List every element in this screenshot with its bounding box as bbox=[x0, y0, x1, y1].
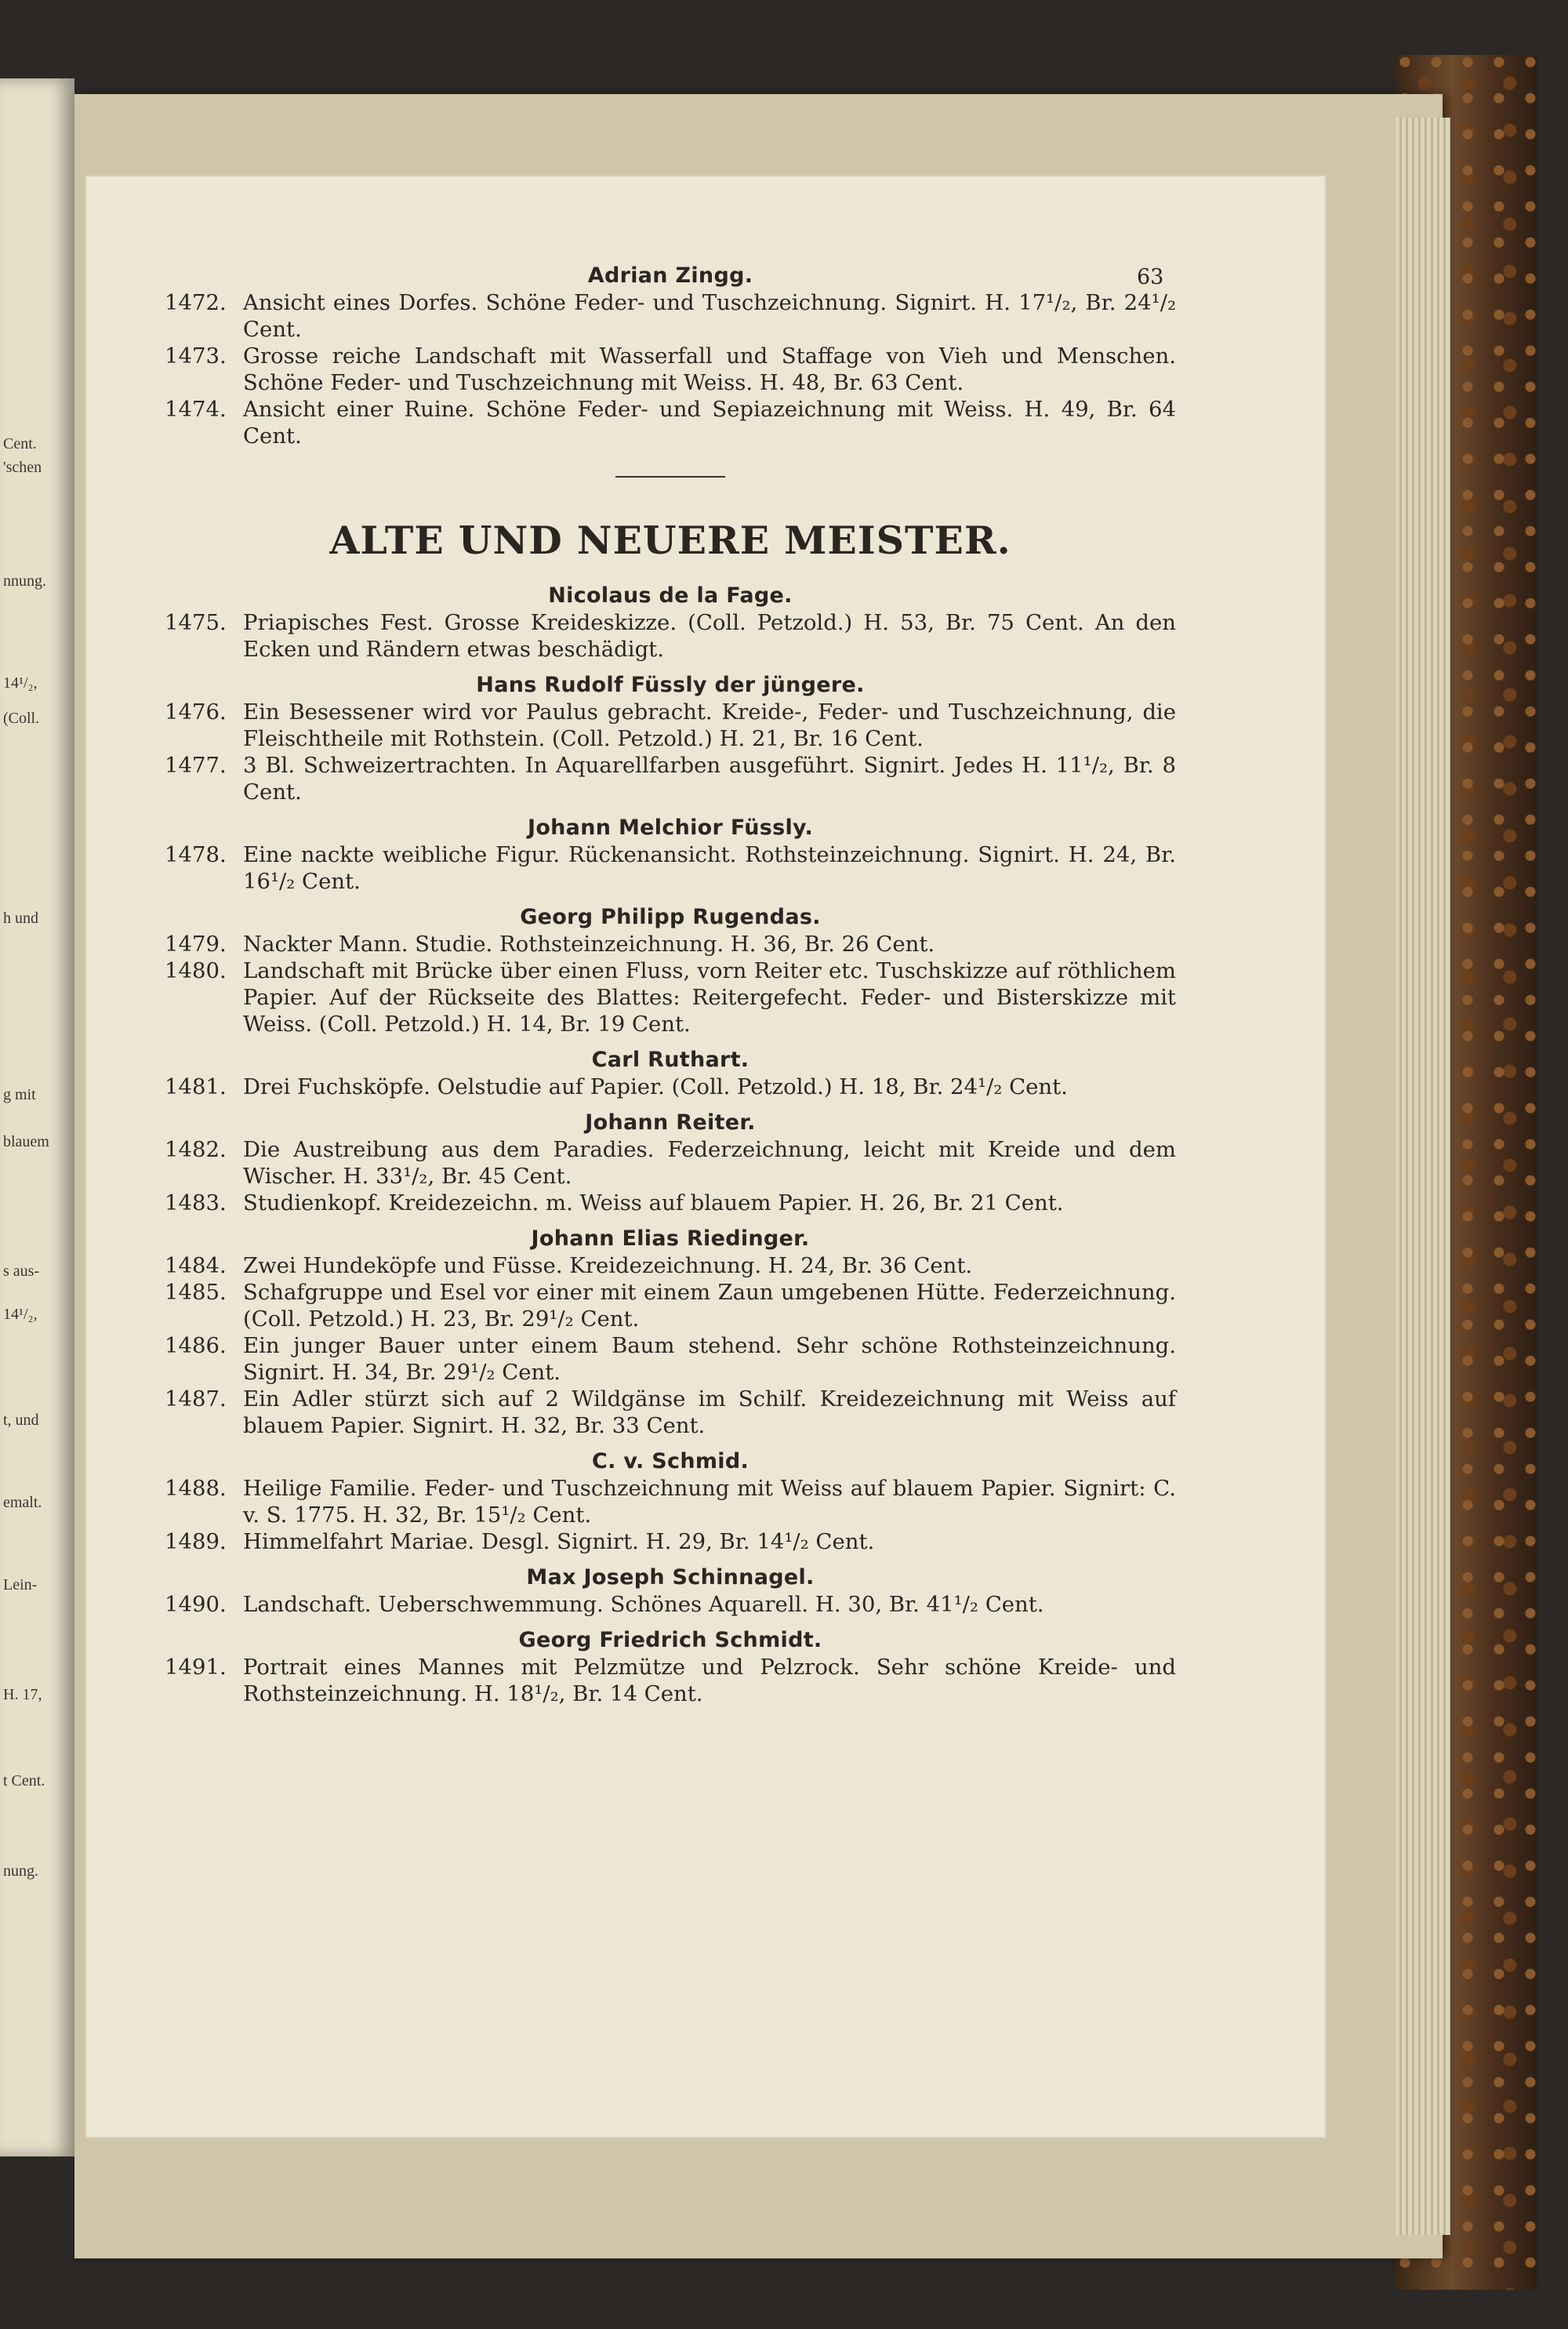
previous-page-fragment: g mit bbox=[3, 1086, 36, 1103]
catalog-entry bbox=[165, 343, 1176, 396]
entry-description: Landschaft mit Brücke über einen Fluss, vorn Reiter etc. Tuschskizze auf röthlichem Papier. Auf der Rückseite des Blattes: Reitergefecht. Feder- und Bisterskizze mit Weiss. (Coll. Petzold.) H. 14, Br. 19 Cent. bbox=[243, 958, 1176, 1037]
entry-number: 1490. bbox=[165, 1592, 227, 1617]
previous-page-fragment: 'schen bbox=[3, 459, 42, 476]
entry-number: 1485. bbox=[165, 1280, 227, 1305]
main-heading: ALTE UND NEUERE MEISTER. bbox=[329, 518, 1011, 563]
catalog-entry bbox=[165, 1386, 1176, 1439]
entry-number: 1484. bbox=[165, 1253, 227, 1278]
catalog-entry bbox=[165, 1190, 1176, 1216]
page-number: 63 bbox=[1137, 265, 1164, 289]
previous-page-fragment: 14¹/₂, bbox=[3, 674, 38, 692]
artist-heading: Georg Philipp Rugendas. bbox=[520, 905, 821, 929]
entry-number: 1486. bbox=[165, 1333, 227, 1358]
catalog-entry bbox=[165, 841, 1176, 895]
entry-number: 1479. bbox=[165, 932, 227, 957]
entry-number: 1475. bbox=[165, 610, 227, 635]
entry-description: Zwei Hundeköpfe und Füsse. Kreidezeichnung. H. 24, Br. 36 Cent. bbox=[243, 1253, 973, 1278]
entry-number: 1489. bbox=[165, 1529, 227, 1554]
entry-description: Ein Adler stürzt sich auf 2 Wildgänse im Schilf. Kreidezeichnung mit Weiss auf blauem Papier. Signirt. H. 32, Br. 33 Cent. bbox=[243, 1386, 1176, 1438]
previous-page-fragment: 14¹/₂, bbox=[3, 1306, 38, 1323]
previous-page-fragment: Lein- bbox=[3, 1576, 38, 1593]
previous-page-fragment: (Coll. bbox=[3, 710, 40, 727]
entry-description: Drei Fuchsköpfe. Oelstudie auf Papier. (Coll. Petzold.) H. 18, Br. 24¹/₂ Cent. bbox=[243, 1074, 1068, 1099]
page-edges bbox=[1396, 118, 1450, 2235]
entry-description: Ein junger Bauer unter einem Baum stehend. Sehr schöne Rothsteinzeichnung. Signirt. H. 34, Br. 29¹/₂ Cent. bbox=[243, 1333, 1176, 1385]
catalog-entry bbox=[165, 1279, 1176, 1332]
previous-page-fragment: t Cent. bbox=[3, 1772, 45, 1789]
catalog-entry bbox=[165, 1332, 1176, 1386]
catalog-entry bbox=[165, 1074, 1176, 1100]
entry-description: Eine nackte weibliche Figur. Rückenansicht. Rothsteinzeichnung. Signirt. H. 24, Br. 16¹/₂ Cent. bbox=[243, 842, 1176, 894]
entry-number: 1487. bbox=[165, 1386, 227, 1412]
artist-heading: C. v. Schmid. bbox=[591, 1449, 750, 1473]
entry-description: Studienkopf. Kreidezeichn. m. Weiss auf blauem Papier. H. 26, Br. 21 Cent. bbox=[243, 1190, 1064, 1215]
previous-page-fragment: nung. bbox=[3, 1862, 38, 1880]
artist-heading: Max Joseph Schinnagel. bbox=[526, 1565, 815, 1590]
catalog-entry bbox=[165, 1136, 1176, 1190]
artist-heading: Nicolaus de la Fage. bbox=[548, 583, 793, 608]
previous-page-fragment: Cent. bbox=[3, 435, 37, 452]
catalog-entry bbox=[165, 609, 1176, 663]
previous-page-fragment: s aus- bbox=[3, 1263, 40, 1280]
previous-page-edge bbox=[0, 78, 74, 2156]
previous-page-fragment: blauem bbox=[3, 1133, 49, 1150]
catalog-entry bbox=[165, 931, 1176, 957]
entry-number: 1474. bbox=[165, 397, 227, 422]
entry-description: 3 Bl. Schweizertrachten. In Aquarellfarben ausgeführt. Signirt. Jedes H. 11¹/₂, Br. 8 Cent. bbox=[243, 753, 1176, 805]
previous-page-fragment: t, und bbox=[3, 1412, 39, 1429]
entry-number: 1483. bbox=[165, 1190, 227, 1215]
entry-number: 1480. bbox=[165, 958, 227, 983]
catalog-entry bbox=[165, 289, 1176, 343]
catalog-entry bbox=[165, 957, 1176, 1037]
entry-description: Die Austreibung aus dem Paradies. Federzeichnung, leicht mit Kreide und dem Wischer. H. 33¹/₂, Br. 45 Cent. bbox=[243, 1137, 1176, 1189]
catalog-entry bbox=[165, 1591, 1176, 1618]
artist-heading: Johann Elias Riedinger. bbox=[531, 1226, 810, 1251]
artist-heading: Adrian Zingg. bbox=[587, 263, 753, 288]
artist-heading: Carl Ruthart. bbox=[591, 1048, 750, 1072]
entry-description: Priapisches Fest. Grosse Kreideskizze. (Coll. Petzold.) H. 53, Br. 75 Cent. An den Ecken und Rändern etwas beschädigt. bbox=[243, 610, 1176, 662]
entry-description: Grosse reiche Landschaft mit Wasserfall und Staffage von Vieh und Menschen. Schöne Feder- und Tuschzeichnung mit Weiss. H. 48, Br. 63 Cent. bbox=[243, 343, 1176, 395]
catalog-entry bbox=[165, 396, 1176, 449]
entry-number: 1481. bbox=[165, 1074, 227, 1099]
entry-number: 1473. bbox=[165, 343, 227, 369]
entry-description: Ein Besessener wird vor Paulus gebracht. Kreide-, Feder- und Tuschzeichnung, die Fleischtheile mit Rothstein. (Coll. Petzold.) H. 21, Br. 16 Cent. bbox=[243, 699, 1176, 751]
entry-description: Nackter Mann. Studie. Rothsteinzeichnung. H. 36, Br. 26 Cent. bbox=[243, 932, 935, 957]
entry-number: 1478. bbox=[165, 842, 227, 867]
entry-number: 1472. bbox=[165, 290, 227, 315]
entry-number: 1491. bbox=[165, 1655, 227, 1680]
entry-number: 1477. bbox=[165, 753, 227, 778]
previous-page-fragment: emalt. bbox=[3, 1494, 42, 1511]
entry-description: Ansicht einer Ruine. Schöne Feder- und Sepiazeichnung mit Weiss. H. 49, Br. 64 Cent. bbox=[243, 397, 1176, 449]
entry-description: Himmelfahrt Mariae. Desgl. Signirt. H. 29, Br. 14¹/₂ Cent. bbox=[243, 1529, 875, 1554]
entry-description: Portrait eines Mannes mit Pelzmütze und Pelzrock. Sehr schöne Kreide- und Rothsteinzeichnung. H. 18¹/₂, Br. 14 Cent. bbox=[243, 1655, 1176, 1706]
catalog-entry bbox=[165, 699, 1176, 752]
entry-description: Schafgruppe und Esel vor einer mit einem Zaun umgebenen Hütte. Federzeichnung. (Coll. Petzold.) H. 23, Br. 29¹/₂ Cent. bbox=[243, 1280, 1176, 1332]
catalog-entry bbox=[165, 1528, 1176, 1555]
catalog-entry bbox=[165, 1475, 1176, 1528]
previous-page-fragment: H. 17, bbox=[3, 1686, 42, 1703]
page-content bbox=[165, 263, 1176, 1717]
artist-heading: Johann Reiter. bbox=[585, 1110, 756, 1135]
entry-description: Heilige Familie. Feder- und Tuschzeichnung mit Weiss auf blauem Papier. Signirt: C. v. S. 1775. H. 32, Br. 15¹/₂ Cent. bbox=[243, 1476, 1176, 1528]
section-divider bbox=[615, 476, 725, 478]
catalog-entry bbox=[165, 752, 1176, 805]
entry-description: Ansicht eines Dorfes. Schöne Feder- und Tuschzeichnung. Signirt. H. 17¹/₂, Br. 24¹/₂ Cent. bbox=[243, 290, 1176, 342]
catalog-entry bbox=[165, 1654, 1176, 1707]
artist-heading: Johann Melchior Füssly. bbox=[527, 816, 814, 840]
entry-number: 1476. bbox=[165, 699, 227, 725]
entry-description: Landschaft. Ueberschwemmung. Schönes Aquarell. H. 30, Br. 41¹/₂ Cent. bbox=[243, 1592, 1044, 1617]
entry-number: 1488. bbox=[165, 1476, 227, 1501]
artist-heading: Georg Friedrich Schmidt. bbox=[518, 1628, 822, 1652]
entry-number: 1482. bbox=[165, 1137, 227, 1162]
previous-page-fragment: nnung. bbox=[3, 572, 46, 590]
catalog-entry bbox=[165, 1252, 1176, 1279]
artist-heading: Hans Rudolf Füssly der jüngere. bbox=[476, 673, 865, 697]
previous-page-fragment: h und bbox=[3, 910, 38, 927]
